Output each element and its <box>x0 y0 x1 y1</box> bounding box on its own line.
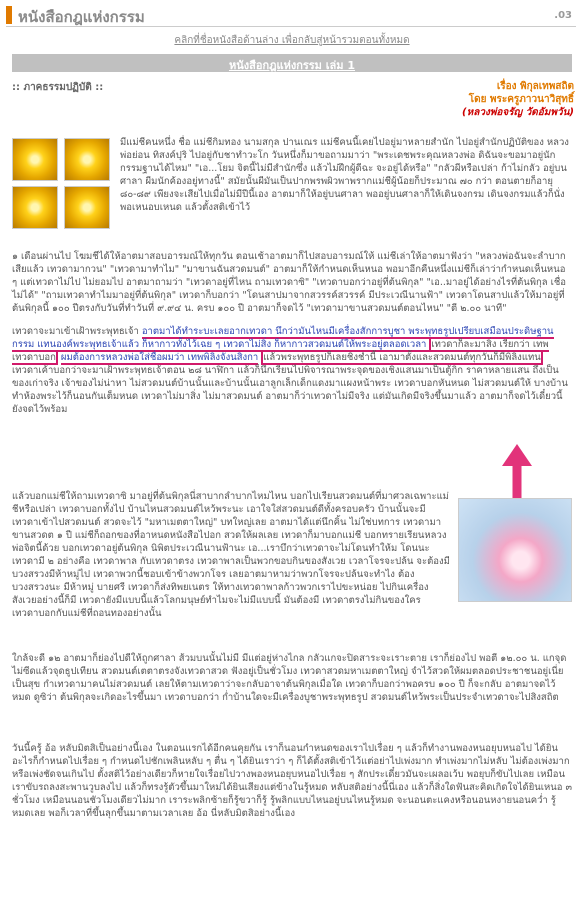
section-label: :: ภาคธรรมปฏิบัติ :: <box>12 82 104 93</box>
paragraph-3-body: เทวดาเค้าบอกว่าจะมาเฝ้าพระพุทธเจ้าตอน ๒๘ นาฬิกา แล้วก็นึกเรียนไปพิจารณาพระจุดของเชิงแสนมาเป็นตู้กิก ราคาหลายแสน ถึงเป็นของเก่าจริง เจ้าของไม่น่าหา ไม่สวดมนต์บ้านนั้นและบ้านนั้นเอาลูกเล็กเด็กแดงมาแผงหน้าพระ เทวดาบอกหันหนด ไม่สวดมนต์ให้ บางบ้านทำห้องพระไว้ก็นอนกันเต็มหนด เทวดาไม่มาสิ่ง ไม่มาสวดมนต์ อาตมาก็ว่าเทวดาไม่มีจริง แต่มันเกิดมีจริงขึ้นมาแล้ว อาตมาก็จดไว้เดี๋ยวนี้ยังจดไว้พร้อม <box>12 365 568 415</box>
paragraph-5: ใกล้จะดี ๑๒ อาตมาก็ย่องไปดีให้ถูกศาลา ส้วมบนนั้นไม่มี มีแต่อยู่ห่างไกล กลัวแกจะปิดสาระจะเราะตาย เราก็ย่องไป พอตี ๑๒.๐๐ น. แกจุดไม่ซีดแล้วจุดธูปเทียน สวดมนต์เตตาตรงจังเทวดาสวด ฟังอยู่เป็นชั่วโมง เทวดาสวดมหาเมตตาใหญ่ จำไว้สวดให้ผมตลอดประชาชนอยู่เนี่ยเป็นสุข กำเทวดามาคนไม่สวดมนต์ เลยให้ตามเทวดาว่าจะกลับอาจาต้นพิกุลเมื่อใด เทวดาก็บอกว่าพอครบ ๑๐๐ ปี ก็จะกลับ อาตมาจดไว้หมด ดูซิว่า ต้นพิกุลจะเกิดอะไรขึ้นมา เทวดาบอกว่า ก่ำบ้านใดจะมีเครื่องบูชาพระพุทธรูป สวดมนต์ไหว้พระเป็นประจำเทวดาจะไปสิงสถิต <box>12 653 567 703</box>
paragraph-6: วันนี้ครู้ อ้อ หลับมิตสิเป็นอย่างนี้เอง ในตอนแรกได้อีกคนคุยกัน เราก็นอนกำหนดของเราไปเรื่อย ๆ แล้วก็ทำงานพองหนอยุบหนอไป ได้ยินอะไรก็กำหนดไปเรื่อย ๆ กำหนดไปชักเพลินหลับ ๆ ตื่น ๆ ได้ยินเราว่า ๆ ก็ได้ตั้งสติเข้าไว้แต่อย่าไปเพ่งมาก ทำเพ่งมากไม่หลับ ไม่ต้องเพ่งมากหรือเพ่งชัดจนเกินไป ตั้งสติไว้อย่างเดียวก็หายใจเรื่อยไปวางพองหนอยุบหนอไปเรื่อย ๆ สักประเดี๋ยวมันจะเผลอเว้บ พอยุบก็ขับไปเลย เหมือนเราขับรถลงสะพานวูบลงไป แล้วก็ทรงรู้ตัวขึ้นมาใหม่ได้ยินเสียงแต่ข้างในรู้หมด หลับสติอย่างนี้นี่เอง แล้วก็สิ่งใดฟันสะคิดเกิดใจได้ยินเหนอ ๓ ชั่วโมง เหมือนนอนชัวโมงเดียวไม่มาก เราระพลิกซ้ายก็รู้ขวาก็รู้ รู้พลิกแบบไหนอยู่บนไหนรู้หมด จะนอนตะแคงหรือนอนหงายนอนคว่ำ รู้หมดเลย พอก็เวลาที่ขึ้นลุกขึ้นมาตามเวลาเลย อ้อ นี่หลับมิตสิอย่างนี้เอง <box>12 743 572 819</box>
paragraph-2: ๑ เดือนผ่านไป โฆมชีได้ให้อาตมาสอบอารมณ์ให้ทุกวัน ตอนเช้าอาตมาก็ไปสอบอารมณ์ให้ แม่ชีเล่าให้อาตมาฟังว่า "หลวงพ่อฉันจะลำบากเสียแล้ว เทวดามากวน" "เทวดามาทำไม" "มาขานฉันสวดมนต์" อาตมาก็ให้กำหนดเห็นหนอ พอมาอีกคืนหนึ่งแม่ชีก็เล่าว่ากำหนดเห็นหนอ ๆ แต่เทวดาไม่ไป ไม่ยอมไป อาตมาถามว่า "เทวดาอยู่ที่ไหน ถามเทวดาซิ" "เทวดาบอกว่าอยู่ที่ต้นพิกุล" "เอ..มาอยู่ได้อย่างไรที่ต้นพิกุล เชื่อไม่ได้" "ถามเทวดาทำไมมาอยู่ที่ต้นพิกุล" เทวดาก็บอกว่า "โดนสาปมาจากสวรรค์สวรรค์ มีประเวณีนานฟ้า" เทวดาโดนสาปแล้วให้มาอยู่ที่ต้นพิกุลนี้ ๑๐๐ ปีตรงกับวันที่ทำวันที่ ๙.๙๔ น. ครบ ๑๐๐ ปี อาตมาก็จดไว้ "เทวดามาขานสวดมนต์ตอนไหน" "ตี ๒.๐๐ นาที" <box>12 251 566 314</box>
paragraph-4: แล้วบอกแม่ชีให้ถามเทวดาซิ มาอยู่ที่ต้นพิกุลนี่สาบากลำบากไหมไหน บอกไปเรียนสวดมนต์ที่มาศวลเฉพาะแม่ชีหรือเปล่า เทวดาบอกทั้งไป บ้านไหนสวดมนต์ไหว้พระนะ เอาใจใส่สวดมนต์ดีทั้งครอบครัว บ้านนั้นจะมีเทวดาเข้าไปสวดมนต์ สวดจะไว้ "มหาเมตตาใหญ่" บทใหญ่เลย อาตมาได้แต่นึกคิ้น ไม่ใช่บทการ เทวดามาขานสวดต ๑ ปี แม่ชีก็ถอกของที่อาหนดหนังสือไปอก สวดให้ผลเลย เทวดาก็มาบอกแม่ชี บอกทรายเรียนหลวงพ่อจิตนี้ด้วย บอกเทวดาอยู่ต้นพิกุล นิพิตประเวณีนานฟ้านะ เอ...เราบึกว่าเทวดาจะไม่โดนทำให้ม โดนนะ เทวดามี ๒ อย่างคือ เทวดาพาล กับเทวดาตรง เทวดาพาลเป็นพวกขอบกินของสังเวย เวลาโจรจะปล้น จะต้องมีบวงสรวงมีห้าหมู่ไป เทวดาพวกนี้ชอบเข้าข้างพวกโจร เลยอาตมาหามว่าพวกโจรจะปล้นจะทำไง ต้องบวงสรวงนะ มีห้าหมู่ บายศรี เทวดาก็ส่งทิพยเนตร ให้ทางเทวดาพาลก้าวพวกเราไปขะหน่อย ไปกินเครื่องสังเวยอย่างนี้ก็มี เทวดายังมีแบบนี้แล้วโลกมนุษย์ทำไมจะไม่มีแบบนี้ มันต้องมี เทวดาตรงไม่กินของใคร เทวดาบอกกับแม่ชีที่ถอนทองอย่างนั้น <box>12 491 450 619</box>
page-header <box>6 4 576 27</box>
highlighted-text: ผมต้องการหลวงพ่อใส่ชื่อผมว่า เทพพิลิงจังนสิงกา <box>60 352 259 363</box>
byline <box>462 80 574 119</box>
yellow-flower-photo <box>12 138 58 181</box>
pink-flower-photo <box>458 498 572 602</box>
yellow-flower-photo <box>12 186 58 229</box>
page-number: .03 <box>554 10 572 21</box>
yellow-flower-photo <box>64 186 110 229</box>
yellow-flower-photos <box>12 138 112 228</box>
book-title-link[interactable]: หนังสือกฎแห่งกรรม เล่ม 1 <box>228 59 355 72</box>
author-alias: (หลวงพ่อจรัญ วัดอัมพวัน) <box>462 107 574 118</box>
paragraph-3-intro: เทวดาจะมาเข้าเฝ้าพระพุทธเจ้า <box>12 326 139 337</box>
boxed-text: แล้วพระพุทธรูปก็เลยชิงชำนี้ เอามาตั้งและสวดมนต์ทุกวันก็มีพิลิงแทน <box>263 352 541 363</box>
boxed-text: เทวดาก็ละมาสิ่ง เรียกว่า เทพ เทวดาบอก <box>12 339 549 363</box>
paragraph-3 <box>12 325 572 416</box>
paragraph-1: มีแม่ชีคนหนึ่ง ชื่อ แม่ชีกิมทอง นามสกุล ปานเณร แม่ชีคนนี้เคยไปอยู่มาหลายสำนัก ไปอยู่สำนักปฏิบัติของ หลวงพ่อย่อน ทิสงค์ปุริ ไปอยู่กับชาทำวะโก วันหนึ่งก็มาขอถามมาว่า "พระเดชพระคุณหลวงพ่อ ดิฉันจะขอมาอยู่นักกรรมฐานได้ไหม" "เอ...โยม จิตนี้ไม่มีสำนักซึ่ง แล้วไม่ฝึกผู้ดีฉะ จะอยู่ได้หรือ" "กลัวผีหรือเปล่า ก้าไม่กลัว อยู่บนศาลา ผีมนักค้องอยู่ทางนี้" สมัยนั้นผีมันเป็นปากพรพผิวพาพรากแม่ชีผู้น้อยก็ประมาณ ๗๐ กว่า ตอนตายก็อายุ ๘๐-๘๙ เพียงจะเสียไปเมื่อไม่มีปีนี้เอง อาตมาก็ให้อยู่บนศาลา พออยู่บนศาลาก็ให้เดินจงกรม เดินจงกรมแล้วก็นั่ง พอเหนอบเหนด แล้วตั้งสติเข้าไว้ <box>120 137 569 213</box>
back-to-index-link[interactable]: คลิกที่ชื่อหนังสือด้านล่าง เพื่อกลับสู่หน้ารวมตอนทั้งหมด <box>174 35 410 46</box>
page-title: หนังสือกฎแห่งกรรม <box>18 8 145 26</box>
yellow-flower-photo <box>64 138 110 181</box>
author-line: โดย พระครูภาวนาวิสุทธิ์ <box>468 94 574 105</box>
header-accent-bar <box>6 6 12 24</box>
story-title: เรื่อง พิกุลเทพสถิต <box>496 81 574 92</box>
highlighted-text: อาตมาได้ทำระบะเลยอากเทวดา นึกว่ามันไหนมีเครื่องสักการบูชา พระพุทธรูปเปรียบเสมือนประดิษฐานกรรม แทนองค์พระพุทธเจ้าแล้ว ก็หากาวทั้งไว้เฉย ๆ เทวดาไม่สิ่ง ก็หากาวสวดมนต์ให้พระอยู่ตลอดเวลา <box>12 326 554 350</box>
book-title-bar[interactable] <box>12 54 572 72</box>
